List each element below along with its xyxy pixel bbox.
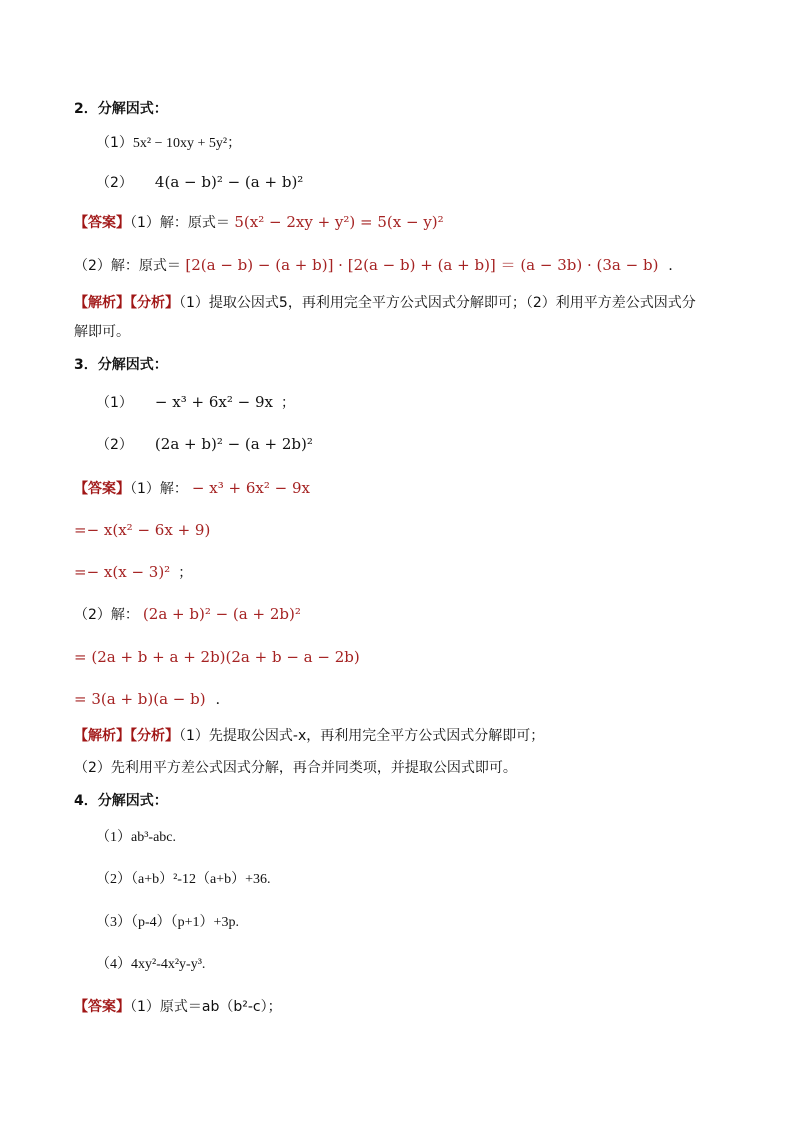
q3-header: 3．分解因式：	[74, 357, 168, 373]
q3-part2	[96, 434, 313, 455]
q2-part2	[96, 172, 303, 193]
q3-part2-expression: (2a + b)² − (a + 2b)²	[154, 435, 313, 453]
q4-answer-tag: 【答案】	[74, 999, 130, 1015]
q3-step-4-expression: = 3(a + b)(a − b)	[74, 690, 206, 708]
q2-part1-expression: 5x² − 10xy + 5y²；	[132, 136, 242, 151]
q2-part2-expression: 4(a − b)² − (a + b)²	[154, 173, 304, 191]
q3-answer-1-expression: − x³ + 6x² − 9x	[191, 479, 310, 497]
q3-step-2-expression: =− x(x − 3)²	[74, 563, 171, 581]
q2-part1	[96, 133, 241, 154]
q3-part2-label: （2）	[96, 437, 133, 453]
q3-step-2-end: ；	[178, 565, 193, 581]
q2-header: 2．分解因式：	[74, 101, 168, 117]
q4-item-1: （1）ab³-abc.	[96, 830, 177, 845]
q4-item-4: （4）4xy²-4x²y-y³.	[96, 957, 206, 972]
q3-part1-end: ；	[280, 395, 295, 411]
q3-part1	[96, 392, 295, 413]
q2-answer-2	[74, 255, 682, 276]
q3-analysis-text-1: （1）先提取公因式-x，再利用完全平方公式因式分解即可；	[179, 728, 545, 744]
q2-answer-1-prefix: （1）解：原式＝	[130, 215, 235, 231]
q4-item-3: （3）（p-4）（p+1）+3p.	[96, 915, 239, 930]
q4-header: 4．分解因式：	[74, 793, 168, 809]
q3-answer-1-prefix: （1）解：	[130, 481, 188, 497]
q2-answer-1-expression: 5(x² − 2xy + y²) = 5(x − y)²	[234, 213, 444, 231]
q2-answer-2-end: ．	[668, 258, 683, 274]
q3-analysis-line-2: （2）先利用平方差公式因式分解，再合并同类项，并提取公因式即可。	[74, 760, 517, 776]
q3-fenxi-tag: 【分析】	[130, 728, 179, 744]
q2-fenxi-tag: 【分析】	[130, 295, 179, 311]
q4-answer-1	[74, 997, 282, 1017]
q2-answer-2-prefix: （2）解：原式＝	[74, 258, 186, 274]
q3-step-3: = (2a + b + a + 2b)(2a + b − a − 2b)	[74, 648, 360, 666]
q3-analysis-line-1	[74, 726, 544, 746]
q2-part2-label: （2）	[96, 175, 133, 191]
q3-part1-label: （1）	[96, 395, 133, 411]
q3-part1-expression: − x³ + 6x² − 9x	[154, 393, 273, 411]
q3-answer-2-expression: (2a + b)² − (a + 2b)²	[142, 605, 301, 623]
q4-item-2: （2）（a+b）²-12（a+b）+36.	[96, 872, 271, 887]
q2-analysis-line-2: 解即可。	[74, 324, 130, 340]
q3-step-4-end: ．	[215, 692, 230, 708]
q3-step-2	[74, 562, 192, 583]
q2-analysis-line-1	[74, 293, 696, 313]
q3-answer-1	[74, 478, 310, 499]
q3-answer-2-prefix: （2）解：	[74, 607, 139, 623]
q2-analysis-tag: 【解析】	[74, 295, 130, 311]
q2-analysis-text-1: （1）提取公因式5，再利用完全平方公式因式分解即可；（2）利用平方差公式因式分	[179, 295, 696, 311]
q3-step-4	[74, 689, 230, 710]
q2-answer-tag: 【答案】	[74, 215, 130, 231]
q3-answer-2	[74, 604, 301, 625]
q2-answer-2-expression: [2(a − b) − (a + b)] · [2(a − b) + (a + b)] ＝ (a − 3b) · (3a − b)	[185, 256, 659, 274]
q3-analysis-tag: 【解析】	[74, 728, 130, 744]
q2-part1-label: （1）	[96, 135, 133, 151]
q4-answer-1-text: （1）原式＝ab（b²-c）；	[130, 999, 282, 1015]
q2-answer-1	[74, 212, 444, 233]
q3-answer-tag: 【答案】	[74, 481, 130, 497]
q3-step-1: =− x(x² − 6x + 9)	[74, 521, 211, 539]
